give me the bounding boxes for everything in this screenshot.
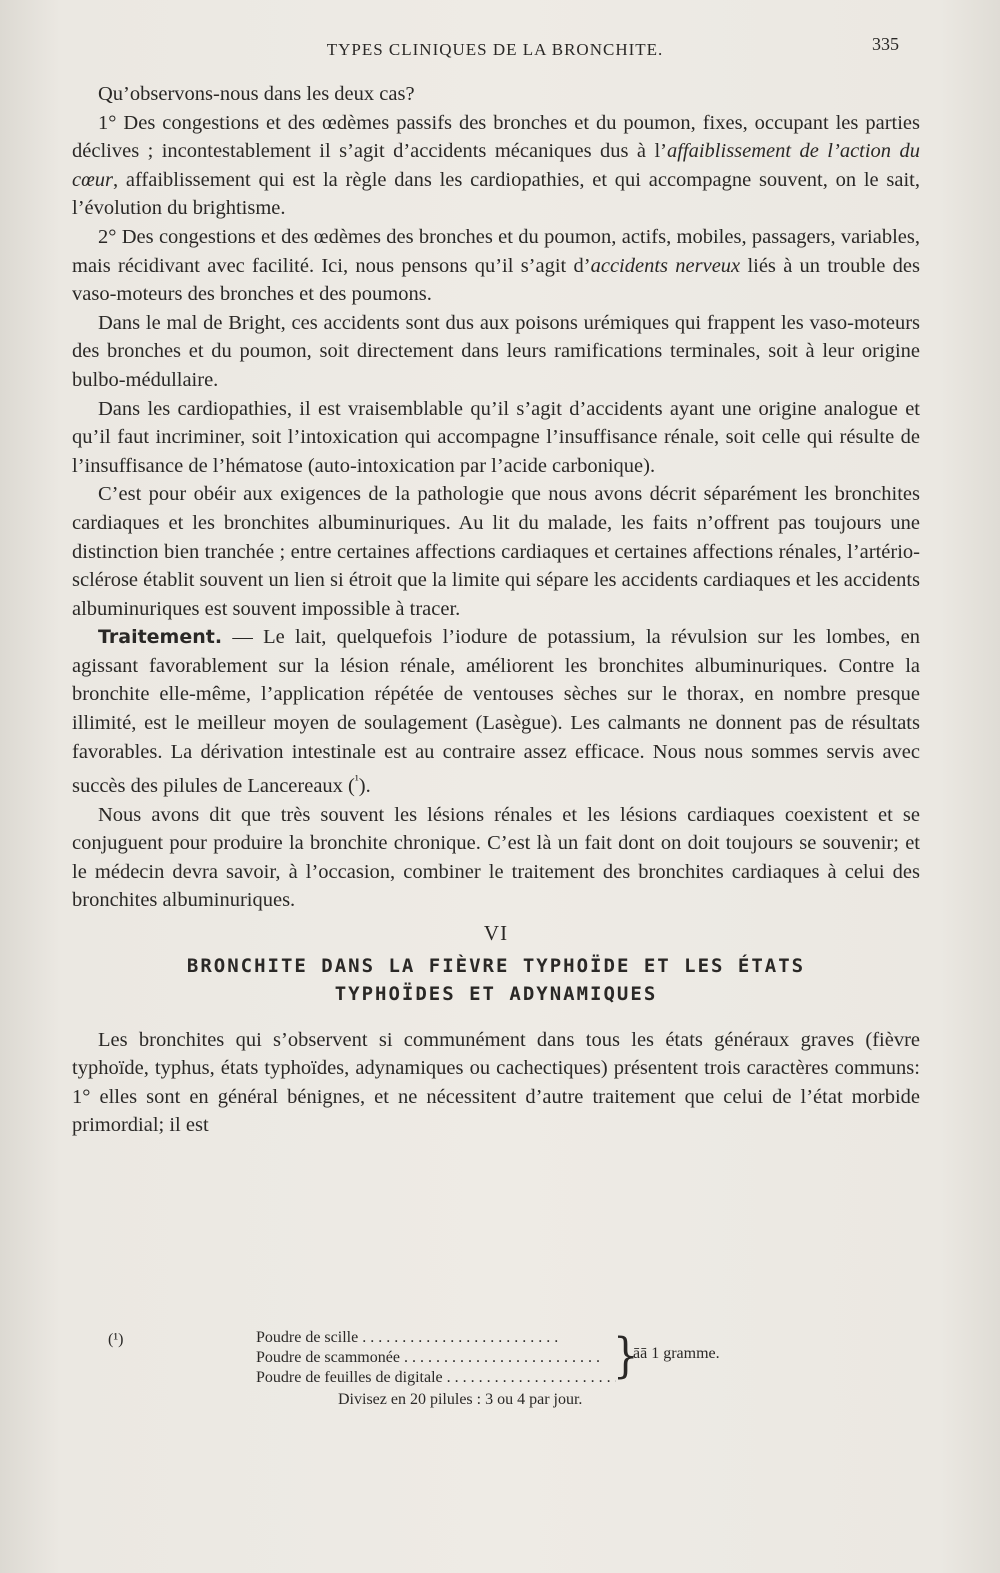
prescription-item: Poudre de feuilles de digitale . . . <box>256 1368 616 1388</box>
treatment-label: Traitement. <box>98 626 223 649</box>
prescription-dose: āā 1 gramme. <box>633 1345 720 1362</box>
paragraph: Dans les cardiopathies, il est vraisemblable qu’il s’agit d’accidents ayant une origine analogue et qu’il faut incriminer, soit l’intoxication qui accompagne l’insuffisance rénale, soit celle qui résulte de l’insuffisance de l’hématose (auto-intoxication par l’acide carbonique). <box>72 397 920 477</box>
running-head: TYPES CLINIQUES DE LA BRONCHITE. <box>326 40 664 59</box>
footnote-mark: (¹) <box>108 1331 124 1348</box>
paragraph-text: ). <box>358 775 371 798</box>
paragraph <box>72 80 920 109</box>
paragraph <box>72 109 920 223</box>
footnote-ref[interactable]: ¹ <box>354 772 359 788</box>
section-number: VI <box>483 921 509 946</box>
paragraph: Nous avons dit que très souvent les lésions rénales et les lésions cardiaques coexistent et se conjuguent pour produire la bronchite chronique. C’est là un fait dont on doit toujours se souvenir; et le médecin devra savoir, à l’occasion, combiner le traitement des bronchites cardiaques à celui des bronchites albuminuriques. <box>72 803 920 912</box>
paragraph: C’est pour obéir aux exigences de la pathologie que nous avons décrit séparément les bronchites cardiaques et les bronchites albuminuriques. Au lit du malade, les faits n’offrent pas toujours une distinction bien tranchée ; entre certaines affections cardiaques et certaines affections rénales, l’artério-sclérose établit souvent un lien si étroit que la limite qui sépare les accidents cardiaques et les accidents albuminuriques est souvent impossible à tracer. <box>72 483 920 620</box>
brace-icon: } <box>613 1328 639 1384</box>
prescription-item: Poudre de scammonée . . . <box>256 1348 616 1368</box>
main-text <box>72 80 920 1140</box>
paragraph-text: liés à un trouble des vaso-moteurs des bronches et des poumons. <box>72 254 921 306</box>
emphasis-text: accidents nerveux <box>590 254 741 277</box>
paragraph <box>72 623 920 800</box>
section-title <box>72 952 920 1008</box>
paragraph <box>72 223 920 309</box>
paragraph-text: , affaiblissement qui est la règle dans les cardiopathies, et qui accompagne souvent, on le sait, l’évolution du brightisme. <box>72 168 920 220</box>
paragraph: Les bronchites qui s’observent si communément dans tous les états généraux graves (fièvre typhoïde, typhus, états typhoïdes, adynamiques ou cachectiques) présentent trois caractères communs: 1° elles sont en général bénignes, et ne nécessitent d’autre traitement que celui de l’état morbide primordial; il est <box>72 1028 920 1137</box>
paragraph-text: Qu’observons-nous dans les deux cas? <box>98 83 415 105</box>
prescription-note: Divisez en 20 pilules : 3 ou 4 par jour. <box>338 1391 583 1408</box>
section-title-line: TYPHOÏDES ET ADYNAMIQUES <box>334 982 658 1005</box>
prescription-item: Poudre de scille . . . <box>256 1328 616 1348</box>
paragraph: Dans le mal de Bright, ces accidents sont dus aux poisons urémiques qui frappent les vaso-moteurs des bronches et du poumon, soit directement dans leurs ramifications terminales, soit à leur origine bulbo-médullaire. <box>72 311 920 391</box>
section-title-line: BRONCHITE DANS LA FIÈVRE TYPHOÏDE ET LES ÉTATS <box>186 954 806 977</box>
page-number: 335 <box>872 34 899 54</box>
paragraph-text: 1° Des congestions et des œdèmes passifs des bronches et du poumon, fixes, occupant les parties déclives ; incontestablement il s’agit d’accidents mécaniques dus à l’ <box>72 111 920 163</box>
paragraph-text: — Le lait, quelquefois l’iodure de potassium, la révulsion sur les lombes, en agissant favorablement sur la lésion rénale, améliorent les bronchites albuminuriques. Contre la bronchite elle-même, l’application répétée de ventouses sèches sur le thorax, en nombre presque illimité, est le meilleur moyen de soulagement (Lasègue). Les calmants ne donnent pas de résultats favorables. La dérivation intestinale est au contraire assez efficace. Nous nous sommes servis avec succès des pilules de Lancereaux ( <box>72 626 920 798</box>
emphasis-text: affaiblissement de l’action du cœur <box>72 140 920 191</box>
paragraph-text: 2° Des congestions et des œdèmes des bronches et du poumon, actifs, mobiles, passagers, variables, mais récidivant avec facilité. Ici, nous pensons qu’il s’agit d’ <box>72 225 920 277</box>
prescription-list <box>256 1328 616 1388</box>
